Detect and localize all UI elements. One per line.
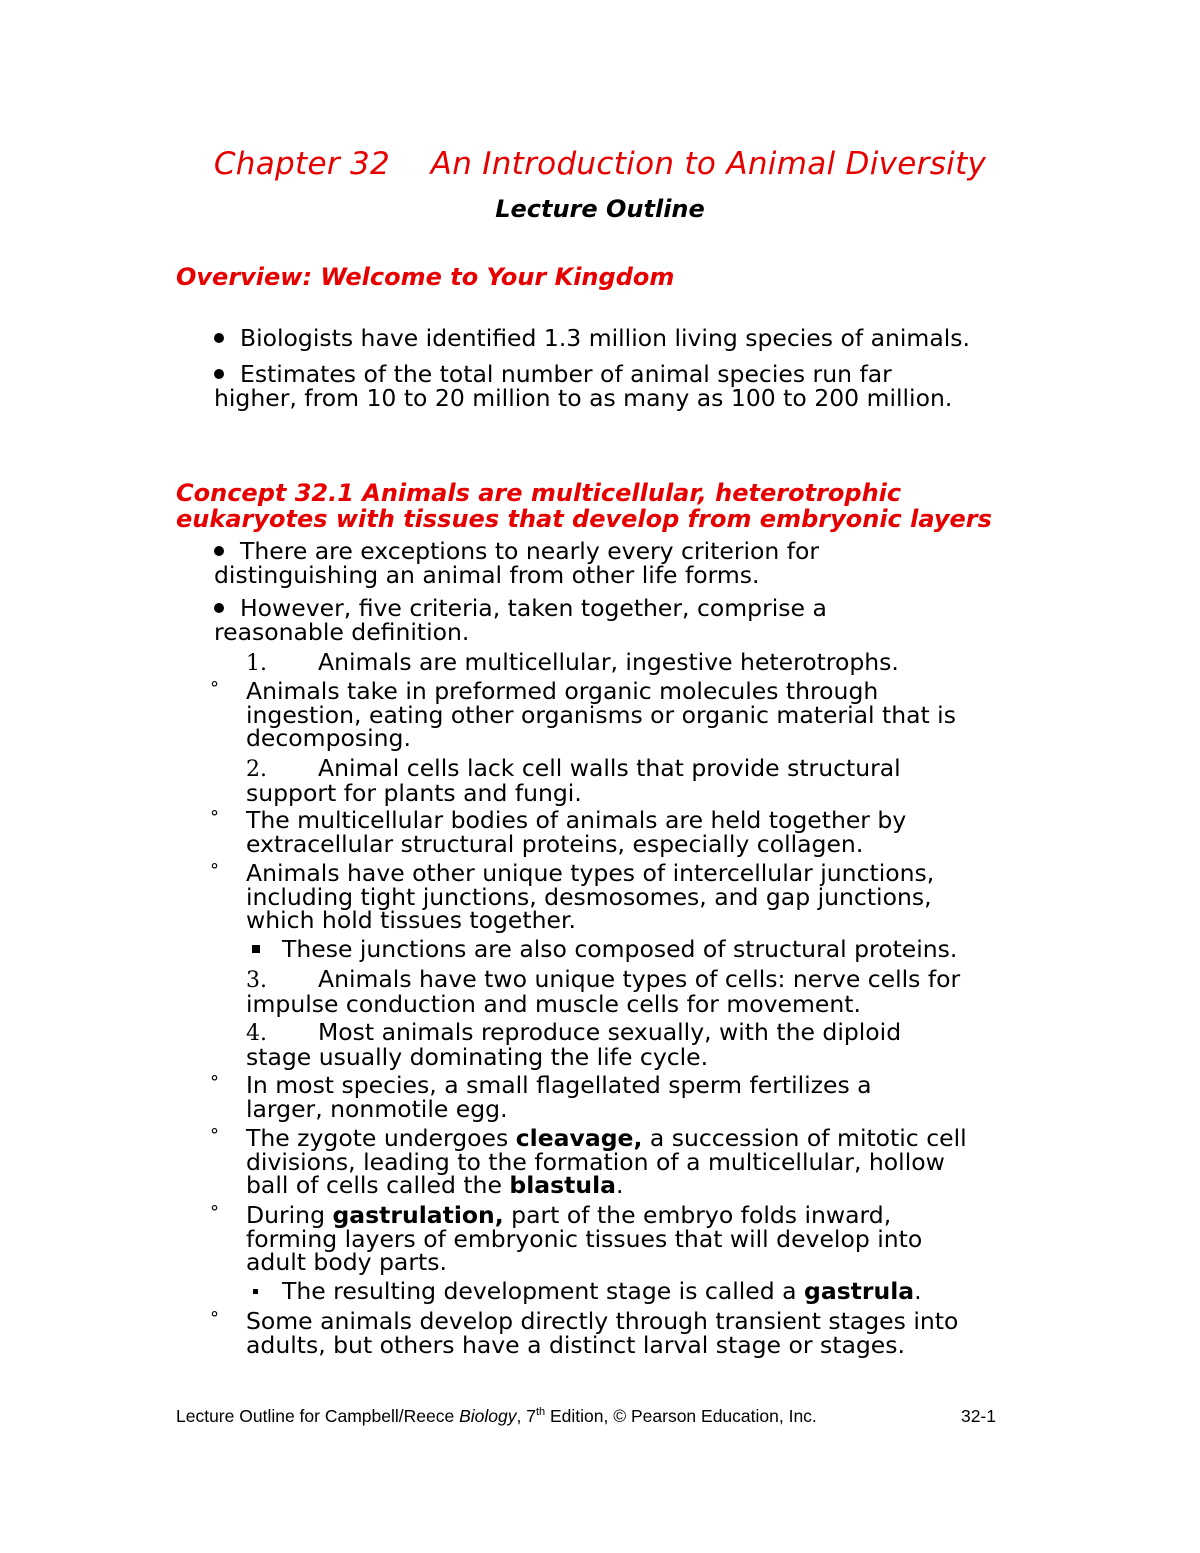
square-bullet-icon — [252, 945, 260, 953]
page-footer: Lecture Outline for Campbell/Reece Biology, 7th Edition, © Pearson Education, Inc. 32-1 — [176, 1406, 996, 1426]
circle-bullet-icon: ° — [210, 678, 219, 699]
item-number: 4. — [246, 1021, 267, 1046]
sub-point-gastrulation: During gastrulation, part of the embryo folds inward, forming layers of embryonic tissues that will develop into adult body parts. — [246, 1201, 923, 1276]
circle-bullet-icon: ° — [210, 807, 219, 828]
item-number: 1. — [246, 651, 267, 676]
sub-sub-point-proteins: These junctions are also composed of structural proteins. — [282, 935, 958, 963]
overview-heading: Overview: Welcome to Your Kingdom — [176, 263, 675, 291]
overview-bullet-1: Biologists have identified 1.3 million living species of animals. — [214, 327, 970, 351]
term-gastrula: gastrula — [804, 1277, 915, 1305]
circle-bullet-icon: ° — [210, 860, 219, 881]
item-number: 2. — [246, 757, 267, 782]
sub-point-collagen: The multicellular bodies of animals are held together by extracellular structural proteins, especially collagen. — [246, 806, 907, 858]
concept-bullet-2: However, five criteria, taken together, comprise a reasonable definition. — [214, 594, 827, 646]
term-blastula: blastula — [509, 1171, 616, 1199]
sub-point-cleavage: The zygote undergoes cleavage, a succession of mitotic cell divisions, leading to the formation of a multicellular, hollow ball of cells called the blastula. — [246, 1124, 967, 1199]
bullet-icon — [214, 546, 224, 556]
concept-heading: Concept 32.1 Animals are multicellular, heterotrophic eukaryotes with tissues that develop from embryonic layers — [176, 479, 992, 533]
term-cleavage: cleavage, — [515, 1124, 643, 1152]
lecture-outline-subtitle: Lecture Outline — [495, 195, 705, 223]
circle-bullet-icon: ° — [210, 1125, 219, 1146]
page-number: 32-1 — [960, 1406, 996, 1426]
circle-bullet-icon: ° — [210, 1202, 219, 1223]
bullet-icon — [214, 603, 224, 613]
chapter-title: Chapter 32 An Introduction to Animal Diversity — [213, 146, 987, 182]
overview-bullet-2: Estimates of the total number of animal species run far higher, from 10 to 20 million to as many as 100 to 200 million. — [214, 360, 953, 412]
criterion-4: 4. Most animals reproduce sexually, with the diploid stage usually dominating the life cycle. — [246, 1018, 902, 1071]
concept-bullet-1: There are exceptions to nearly every criterion for distinguishing an animal from other life forms. — [214, 537, 820, 589]
criterion-3: 3. Animals have two unique types of cells: nerve cells for impulse conduction and muscle cells for movement. — [246, 965, 961, 1018]
criterion-2: 2. Animal cells lack cell walls that provide structural support for plants and fungi. — [246, 754, 901, 807]
sub-point-larval: Some animals develop directly through transient stages into adults, but others have a distinct larval stage or stages. — [246, 1307, 959, 1359]
sub-point-junctions: Animals have other unique types of intercellular junctions, including tight junctions, desmosomes, and gap junctions, which hold tissues together. — [246, 859, 935, 934]
criterion-1: 1. Animals are multicellular, ingestive heterotrophs. — [246, 648, 899, 676]
circle-bullet-icon: ° — [210, 1072, 219, 1093]
sub-sub-point-gastrula: The resulting development stage is called a gastrula. — [282, 1277, 922, 1305]
sub-point-ingestion: Animals take in preformed organic molecules through ingestion, eating other organisms or organic material that is decomposing. — [246, 677, 956, 752]
square-bullet-icon — [253, 1289, 258, 1294]
sub-point-sperm: In most species, a small flagellated sperm fertilizes a larger, nonmotile egg. — [246, 1071, 872, 1123]
book-title: Biology — [459, 1406, 517, 1426]
item-number: 3. — [246, 968, 267, 993]
term-gastrulation: gastrulation, — [332, 1201, 504, 1229]
bullet-icon — [214, 333, 224, 343]
bullet-icon — [214, 369, 224, 379]
circle-bullet-icon: ° — [210, 1308, 219, 1329]
